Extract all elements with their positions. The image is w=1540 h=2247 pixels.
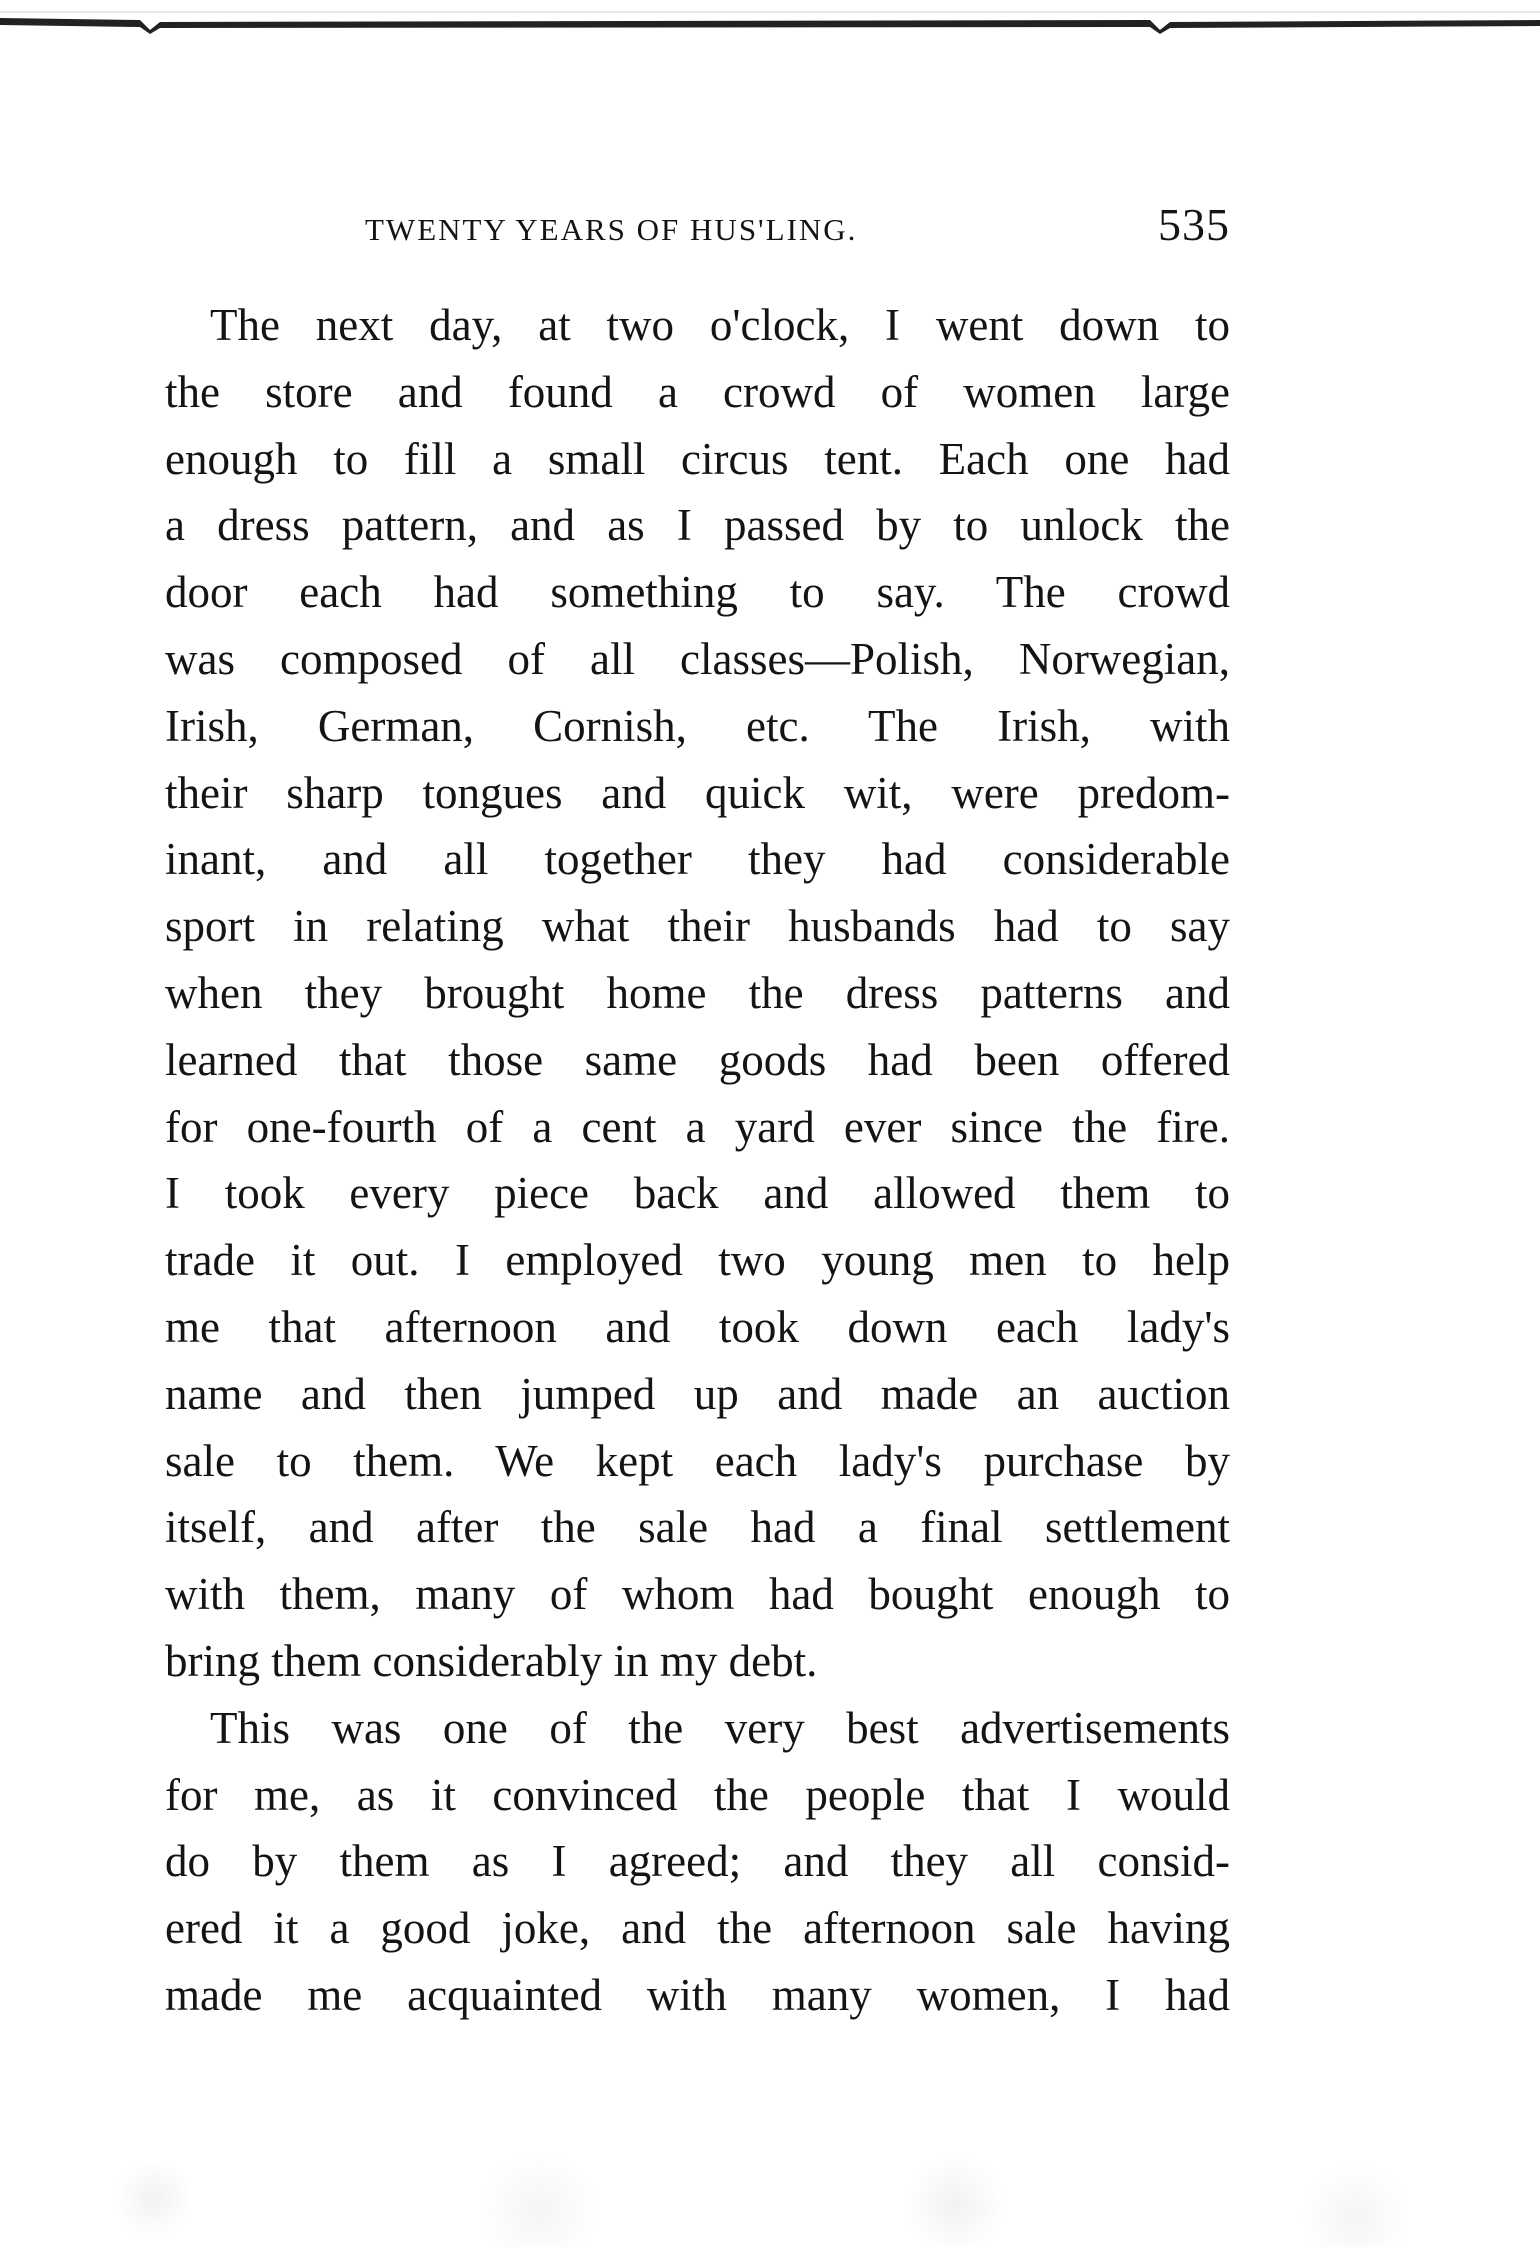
text-line: with them, many of whom had bought enough to <box>165 1569 1230 1620</box>
text-line: itself, and after the sale had a final settlement <box>165 1502 1230 1553</box>
text-line: sale to them. We kept each lady's purchase by <box>165 1435 1230 1486</box>
text-line: do by them as I agreed; and they all consid- <box>165 1836 1230 1887</box>
text-line: Irish, German, Cornish, etc. The Irish, with <box>165 700 1230 751</box>
text-line: made me acquainted with many women, I had <box>165 1969 1230 2020</box>
text-line: the store and found a crowd of women large <box>165 366 1230 417</box>
text-line: trade it out. I employed two young men to help <box>165 1235 1230 1286</box>
text-line: inant, and all together they had considerable <box>165 834 1230 885</box>
running-head <box>165 198 1230 258</box>
text-line: their sharp tongues and quick wit, were predom- <box>165 767 1230 818</box>
scan-page-edge <box>0 0 1540 34</box>
text-line: This was one of the very best advertisements <box>210 1702 1230 1753</box>
text-line: ered it a good joke, and the afternoon sale having <box>165 1903 1230 1954</box>
text-line: for me, as it convinced the people that I would <box>165 1769 1230 1820</box>
scan-speckle <box>0 2127 1540 2247</box>
text-line: door each had something to say. The crowd <box>165 567 1230 618</box>
text-line: when they brought home the dress patterns and <box>165 967 1230 1018</box>
body-text <box>165 292 1230 2029</box>
text-line: name and then jumped up and made an auction <box>165 1368 1230 1419</box>
text-line: enough to fill a small circus tent. Each one had <box>165 433 1230 484</box>
paragraph-1 <box>165 292 1230 1695</box>
paragraph-2 <box>165 1695 1230 2029</box>
text-line: learned that those same goods had been offered <box>165 1034 1230 1085</box>
text-line: me that afternoon and took down each lady's <box>165 1301 1230 1352</box>
text-line: sport in relating what their husbands had to say <box>165 901 1230 952</box>
text-line: The next day, at two o'clock, I went down to <box>210 300 1230 350</box>
running-title: TWENTY YEARS OF HUS'LING. <box>365 212 858 247</box>
text-line: bring them considerably in my debt. <box>165 1635 818 1686</box>
text-line: was composed of all classes—Polish, Norwegian, <box>165 633 1230 684</box>
text-line: for one-fourth of a cent a yard ever since the fire. <box>165 1101 1230 1152</box>
text-line: I took every piece back and allowed them to <box>165 1168 1230 1219</box>
page-number: 535 <box>1158 199 1230 250</box>
text-line: a dress pattern, and as I passed by to unlock the <box>165 500 1230 551</box>
